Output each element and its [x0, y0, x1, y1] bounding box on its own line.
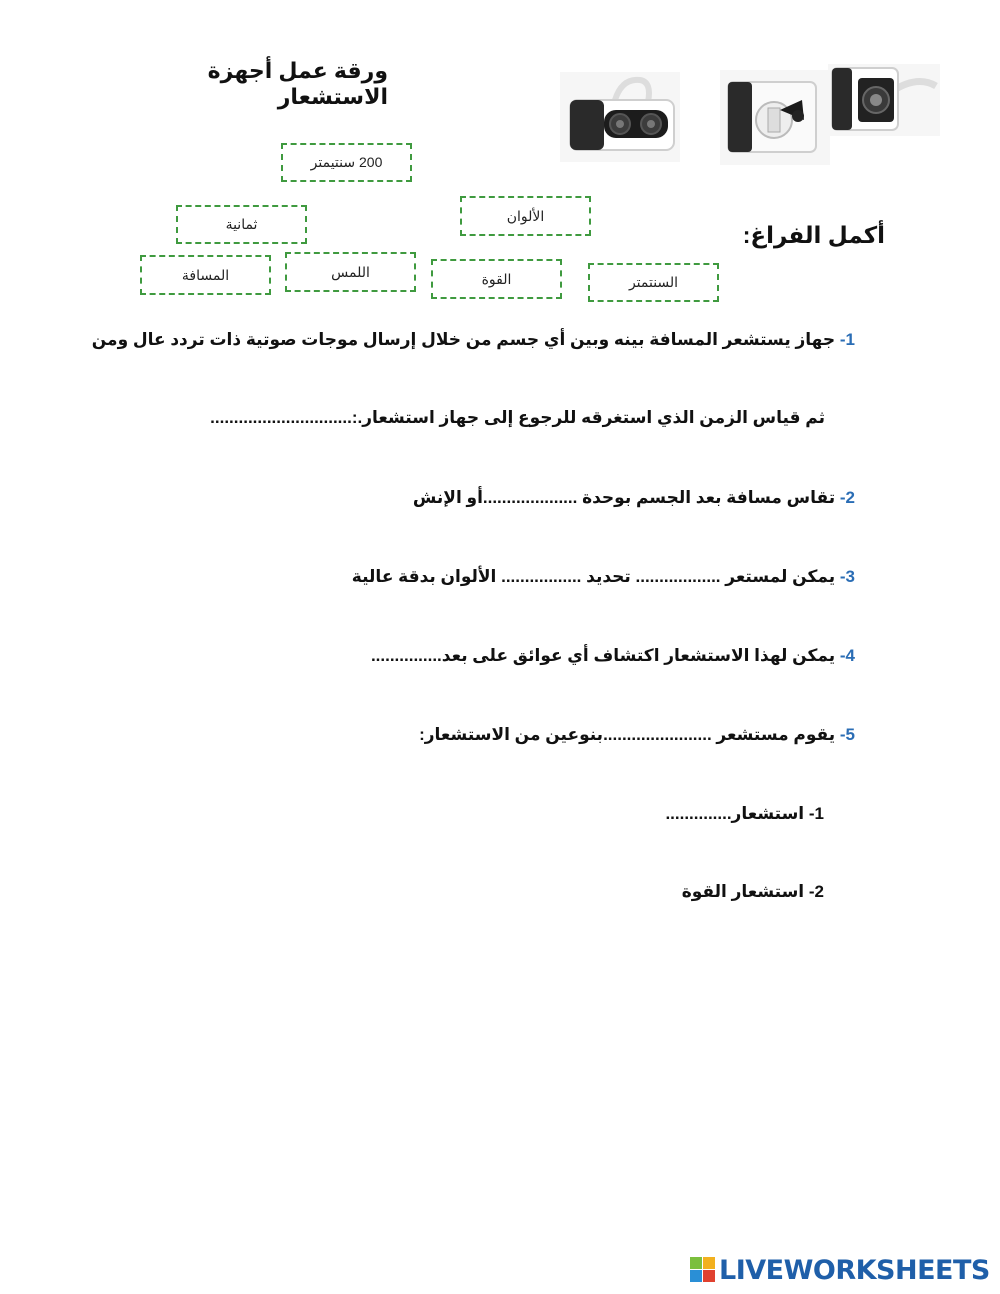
question-number: 3-	[839, 567, 855, 586]
force-sensor-image	[720, 70, 830, 165]
question-text: يقوم مستشعر .......................بنوعين من الاستشعار:	[419, 725, 836, 744]
word-bank-item[interactable]: ثمانية	[176, 205, 307, 244]
color-sensor-image	[828, 64, 940, 136]
word-bank-item[interactable]: المسافة	[140, 255, 271, 295]
question-number: 4-	[839, 646, 855, 665]
word-bank-item[interactable]: 200 سنتيمتر	[281, 143, 412, 182]
question-text: تقاس مسافة بعد الجسم بوحدة ....................أو الإنش	[412, 488, 836, 507]
question-5	[419, 725, 855, 745]
sub-item-text: استشعار..............	[665, 804, 805, 823]
question-text: يمكن لمستعر .................. تحديد ................. الألوان بدقة عالية	[351, 567, 836, 586]
word-bank-item[interactable]: السنتمتر	[588, 263, 719, 302]
word-bank-item[interactable]: القوة	[431, 259, 562, 299]
liveworksheets-logo	[690, 1252, 990, 1288]
question-number: 5-	[839, 725, 855, 744]
question-number: 2-	[839, 488, 855, 507]
question-number: 1-	[839, 330, 855, 349]
question-text: يمكن لهذا الاستشعار اكتشاف أي عوائق على بعد...............	[370, 646, 836, 665]
question-text: جهاز يستشعر المسافة بينه وبين أي جسم من خلال إرسال موجات صوتية ذات تردد عال ومن	[91, 330, 836, 349]
fill-in-heading: أكمل الفراغ:	[742, 222, 885, 248]
sub-item-1	[665, 804, 824, 824]
liveworksheets-logo-icon	[690, 1257, 716, 1283]
logo-text: LIVEWORKSHEETS	[719, 1254, 990, 1286]
question-1-continued	[210, 408, 825, 428]
word-bank-item[interactable]: اللمس	[285, 252, 416, 292]
sub-item-2	[682, 882, 824, 902]
ultrasonic-sensor-image	[560, 72, 680, 162]
question-4	[371, 646, 855, 666]
question-1	[92, 330, 855, 350]
sub-item-number: 1-	[808, 804, 824, 823]
question-3	[352, 567, 855, 587]
question-text: ثم قياس الزمن الذي استغرقه للرجوع إلى جهاز استشعار.:..............................	[210, 408, 825, 427]
sub-item-number: 2-	[808, 882, 824, 901]
question-2	[413, 488, 855, 508]
word-bank-item[interactable]: الألوان	[460, 196, 591, 236]
page-title: ورقة عمل أجهزة الاستشعار	[207, 58, 388, 109]
sub-item-text: استشعار القوة	[681, 882, 805, 901]
